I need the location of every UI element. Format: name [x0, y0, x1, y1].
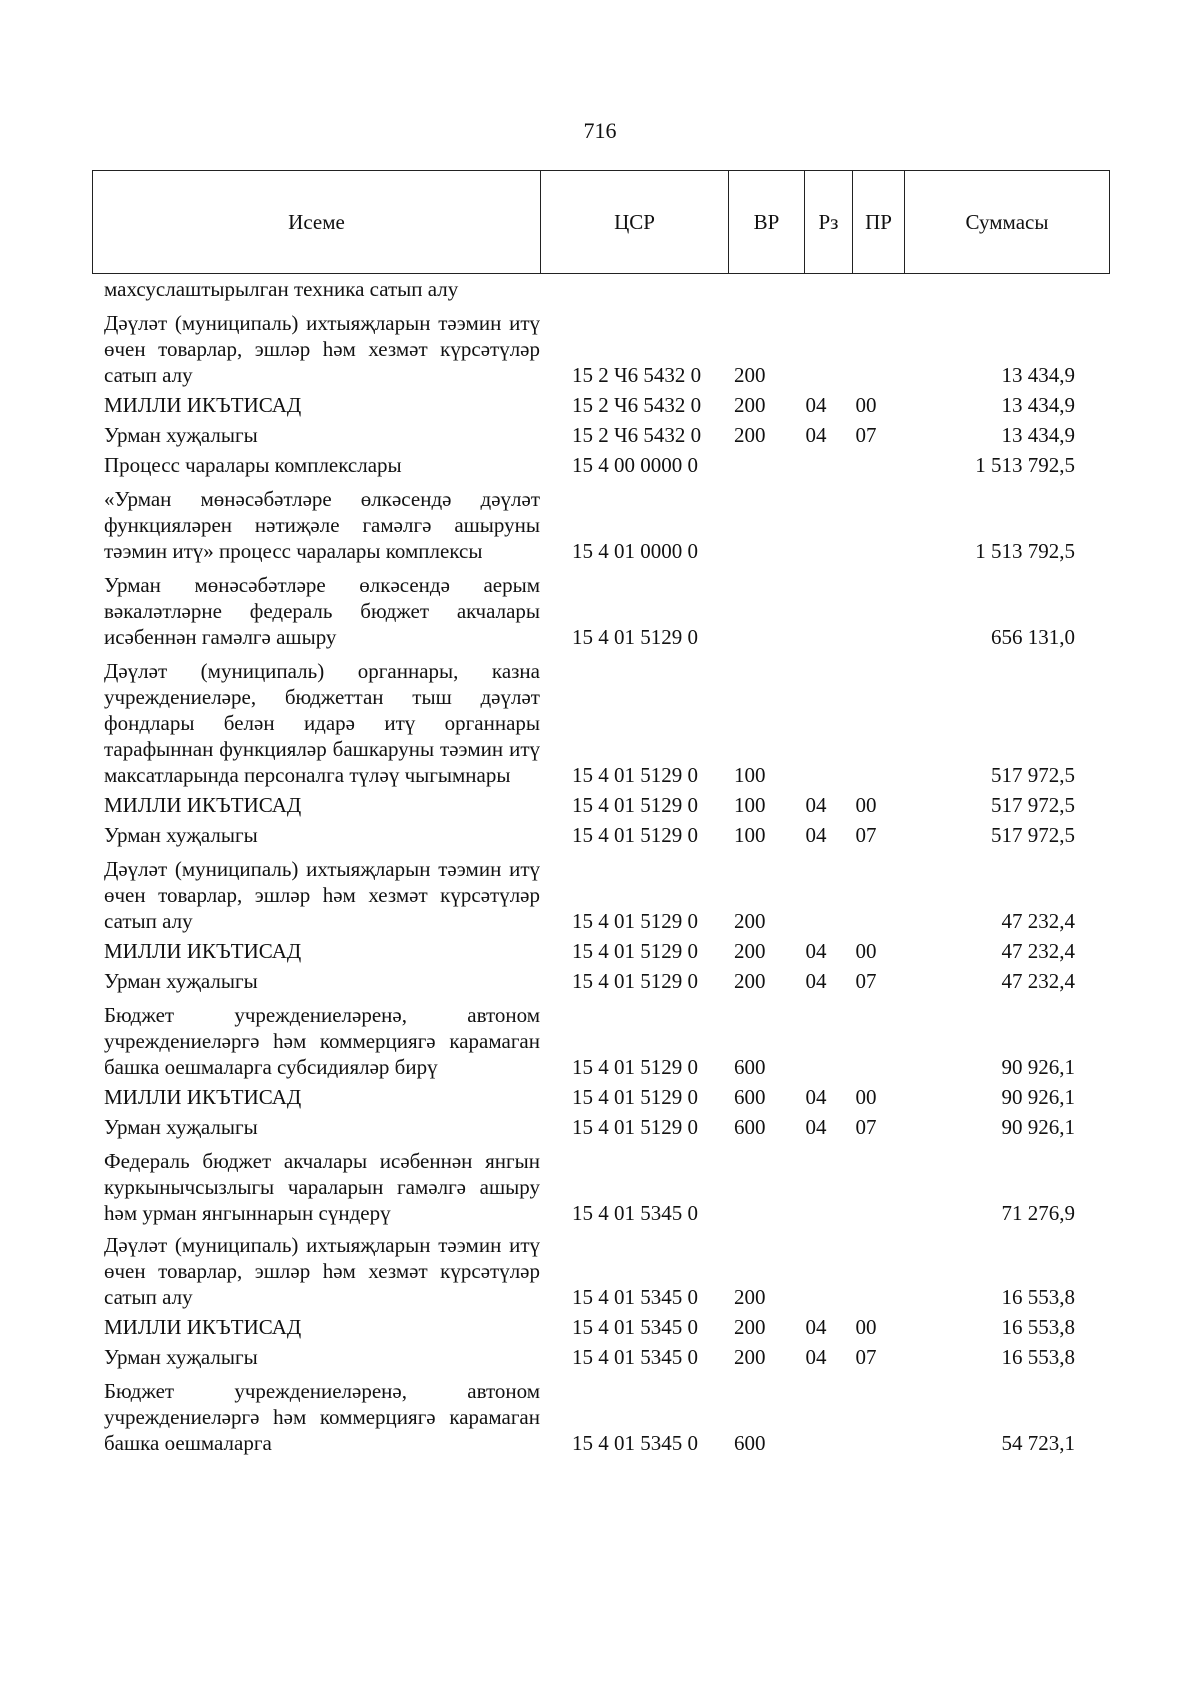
row-vr: 200 — [734, 1285, 766, 1309]
row-sum: 517 972,5 — [991, 823, 1075, 847]
row-sum: 517 972,5 — [991, 793, 1075, 817]
row-sum: 13 434,9 — [1001, 393, 1075, 417]
row-csr: 15 2 Ч6 5432 0 — [572, 423, 702, 447]
row-sum: 13 434,9 — [1001, 423, 1075, 447]
row-pr: 00 — [855, 1315, 877, 1339]
row-vr: 600 — [734, 1431, 766, 1455]
row-name: Урман хуҗалыгы — [104, 823, 258, 847]
table-row — [92, 1084, 1109, 1110]
row-vr: 200 — [734, 423, 766, 447]
row-vr: 100 — [734, 763, 766, 787]
table-row — [92, 658, 1109, 788]
row-vr: 200 — [734, 969, 766, 993]
table-row — [92, 392, 1109, 418]
row-csr: 15 4 01 5129 0 — [572, 909, 698, 933]
row-name: Урман хуҗалыгы — [104, 969, 258, 993]
row-csr: 15 4 00 0000 0 — [572, 453, 698, 477]
row-vr: 100 — [734, 823, 766, 847]
row-pr: 07 — [855, 1345, 877, 1369]
row-sum: 90 926,1 — [1001, 1055, 1075, 1079]
row-rz: 04 — [805, 1345, 827, 1369]
row-pr: 00 — [855, 793, 877, 817]
row-vr: 200 — [734, 393, 766, 417]
row-csr: 15 4 01 5129 0 — [572, 1085, 698, 1109]
table-row — [92, 1378, 1109, 1456]
row-csr: 15 4 01 5129 0 — [572, 1055, 698, 1079]
row-vr: 600 — [734, 1115, 766, 1139]
table-row — [92, 276, 1109, 302]
row-name: Урман хуҗалыгы — [104, 1345, 258, 1369]
table-row — [92, 1232, 1109, 1310]
row-sum: 71 276,9 — [1001, 1201, 1075, 1225]
header-name: Исеме — [93, 171, 541, 274]
row-sum: 16 553,8 — [1001, 1345, 1075, 1369]
row-rz: 04 — [805, 969, 827, 993]
table-header — [92, 170, 1110, 274]
row-csr: 15 4 01 5129 0 — [572, 625, 698, 649]
table-row — [92, 1344, 1109, 1370]
row-name: Урман мөнәсәбәтләре өлкәсендә аерым вәкаләтләрне федераль бюджет акчалары исәбеннән гамәлгә ашыру — [104, 573, 540, 649]
header-vr: ВР — [729, 171, 805, 274]
row-csr: 15 4 01 5129 0 — [572, 793, 698, 817]
header-sum: Суммасы — [905, 171, 1110, 274]
table-row — [92, 310, 1109, 388]
row-name: Бюджет учреждениеләренә, автоном учреждениеләргә һәм коммерциягә карамаган башка оешмаларга субсидияләр бирү — [104, 1003, 540, 1079]
row-rz: 04 — [805, 1315, 827, 1339]
header-pr: ПР — [853, 171, 905, 274]
row-vr: 200 — [734, 1315, 766, 1339]
row-sum: 1 513 792,5 — [975, 453, 1075, 477]
row-name: «Урман мөнәсәбәтләре өлкәсендә дәүләт функцияләрен нәтиҗәле гамәлгә ашыруны тәэмин итү» процесс чаралары комплексы — [104, 487, 540, 563]
row-sum: 16 553,8 — [1001, 1285, 1075, 1309]
row-sum: 16 553,8 — [1001, 1315, 1075, 1339]
row-name: Урман хуҗалыгы — [104, 1115, 258, 1139]
row-csr: 15 4 01 5129 0 — [572, 823, 698, 847]
row-rz: 04 — [805, 939, 827, 963]
row-sum: 47 232,4 — [1001, 969, 1075, 993]
row-name: Федераль бюджет акчалары исәбеннән янгын куркынычсызлыгы чараларын гамәлгә ашыру һәм урман янгыннарын сүндерү — [104, 1149, 540, 1225]
row-name: МИЛЛИ ИКЪТИСАД — [104, 793, 302, 817]
row-name: Урман хуҗалыгы — [104, 423, 258, 447]
row-csr: 15 4 01 5345 0 — [572, 1201, 698, 1225]
table-row — [92, 792, 1109, 818]
row-csr: 15 2 Ч6 5432 0 — [572, 393, 702, 417]
row-vr: 600 — [734, 1085, 766, 1109]
table-row — [92, 968, 1109, 994]
header-rz: Рз — [805, 171, 853, 274]
row-pr: 07 — [855, 823, 877, 847]
row-sum: 90 926,1 — [1001, 1085, 1075, 1109]
row-sum: 54 723,1 — [1001, 1431, 1075, 1455]
row-name: МИЛЛИ ИКЪТИСАД — [104, 939, 302, 963]
table-row — [92, 452, 1109, 478]
row-name: МИЛЛИ ИКЪТИСАД — [104, 1085, 302, 1109]
table-row — [92, 572, 1109, 650]
row-pr: 00 — [855, 939, 877, 963]
row-csr: 15 4 01 5345 0 — [572, 1285, 698, 1309]
row-sum: 656 131,0 — [991, 625, 1075, 649]
row-sum: 13 434,9 — [1001, 363, 1075, 387]
row-rz: 04 — [805, 823, 827, 847]
row-rz: 04 — [805, 1115, 827, 1139]
row-csr: 15 4 01 5129 0 — [572, 939, 698, 963]
table-row — [92, 938, 1109, 964]
row-name: МИЛЛИ ИКЪТИСАД — [104, 1315, 302, 1339]
table-row — [92, 422, 1109, 448]
row-sum: 1 513 792,5 — [975, 539, 1075, 563]
row-name: Дәүләт (муниципаль) органнары, казна учреждениеләре, бюджеттан тыш дәүләт фондлары белән идарә итү органнары тарафыннан функцияләр башкаруны тәэмин итү максатларында персоналга түләү чыгымнары — [104, 659, 540, 787]
table-row — [92, 822, 1109, 848]
row-rz: 04 — [805, 1085, 827, 1109]
table-row — [92, 1148, 1109, 1226]
row-sum: 47 232,4 — [1001, 909, 1075, 933]
row-name: Дәүләт (муниципаль) ихтыяҗларын тәэмин итү өчен товарлар, эшләр һәм хезмәт күрсәтүләр сатып алу — [104, 1233, 540, 1309]
row-csr: 15 4 01 5345 0 — [572, 1345, 698, 1369]
table-row — [92, 1002, 1109, 1080]
row-pr: 07 — [855, 423, 877, 447]
table-row — [92, 486, 1109, 564]
row-pr: 00 — [855, 393, 877, 417]
row-sum: 90 926,1 — [1001, 1115, 1075, 1139]
row-sum: 517 972,5 — [991, 763, 1075, 787]
row-csr: 15 4 01 5345 0 — [572, 1315, 698, 1339]
row-csr: 15 4 01 5345 0 — [572, 1431, 698, 1455]
table-body — [92, 276, 1109, 1456]
table-row — [92, 1314, 1109, 1340]
row-csr: 15 4 01 5129 0 — [572, 763, 698, 787]
row-vr: 600 — [734, 1055, 766, 1079]
table-row — [92, 1114, 1109, 1140]
row-vr: 200 — [734, 1345, 766, 1369]
row-name: махсуслаштырылган техника сатып алу — [104, 277, 459, 301]
row-name: МИЛЛИ ИКЪТИСАД — [104, 393, 302, 417]
header-csr: ЦСР — [541, 171, 729, 274]
row-rz: 04 — [805, 423, 827, 447]
row-name: Дәүләт (муниципаль) ихтыяҗларын тәэмин итү өчен товарлар, эшләр һәм хезмәт күрсәтүләр сатып алу — [104, 857, 540, 933]
row-name: Бюджет учреждениеләренә, автоном учреждениеләргә һәм коммерциягә карамаган башка оешмаларга — [104, 1379, 540, 1455]
row-pr: 07 — [855, 1115, 877, 1139]
row-csr: 15 4 01 5129 0 — [572, 1115, 698, 1139]
row-vr: 200 — [734, 939, 766, 963]
row-vr: 200 — [734, 363, 766, 387]
row-vr: 100 — [734, 793, 766, 817]
row-name: Процесс чаралары комплекслары — [104, 453, 402, 477]
row-csr: 15 4 01 5129 0 — [572, 969, 698, 993]
budget-table — [92, 170, 1109, 1456]
row-csr: 15 2 Ч6 5432 0 — [572, 363, 702, 387]
row-pr: 07 — [855, 969, 877, 993]
row-name: Дәүләт (муниципаль) ихтыяҗларын тәэмин итү өчен товарлар, эшләр һәм хезмәт күрсәтүләр сатып алу — [104, 311, 540, 387]
row-pr: 00 — [855, 1085, 877, 1109]
row-rz: 04 — [805, 393, 827, 417]
row-vr: 200 — [734, 909, 766, 933]
page-number: 716 — [583, 118, 617, 143]
table-row — [92, 856, 1109, 934]
row-sum: 47 232,4 — [1001, 939, 1075, 963]
row-rz: 04 — [805, 793, 827, 817]
row-csr: 15 4 01 0000 0 — [572, 539, 698, 563]
